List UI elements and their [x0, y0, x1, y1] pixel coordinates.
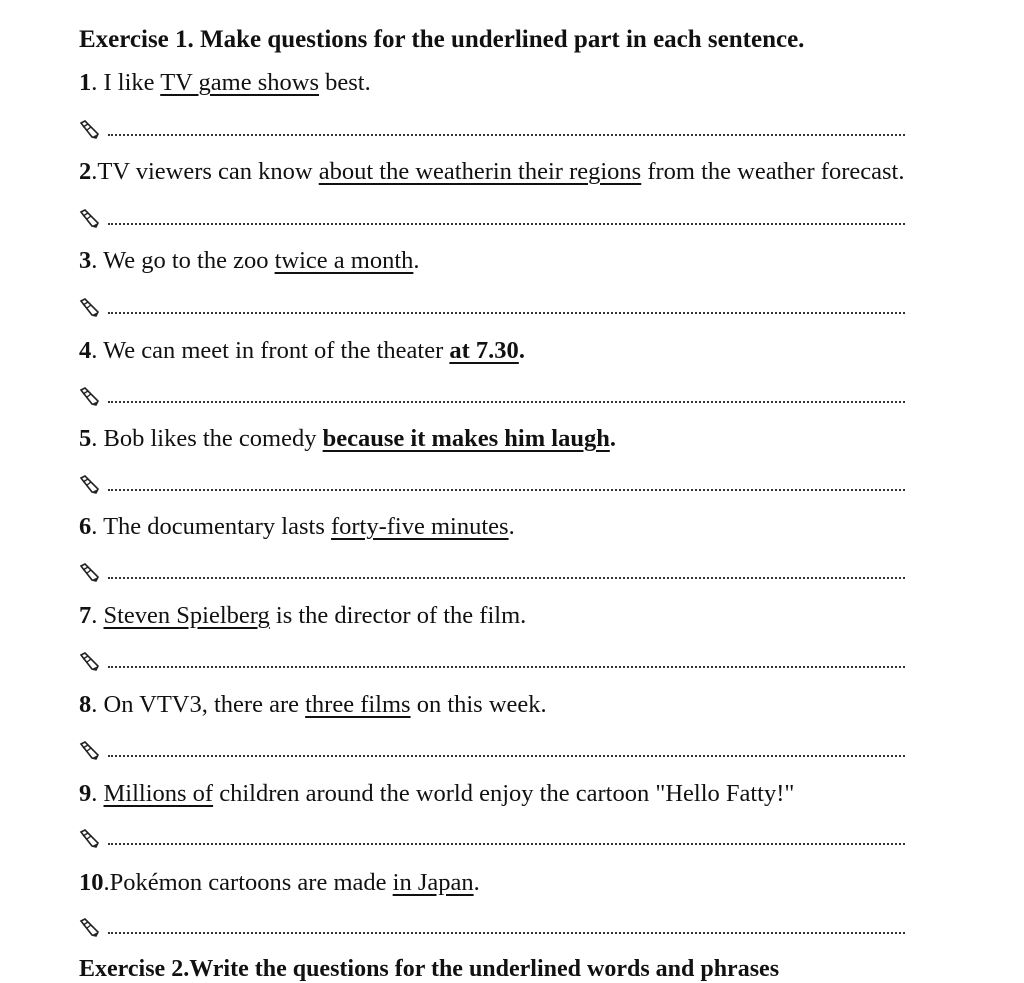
question-9 — [79, 779, 794, 809]
answer-dotted-line[interactable] — [108, 401, 905, 403]
answer-dotted-line[interactable] — [108, 312, 905, 314]
question-text-after: best. — [319, 69, 371, 96]
question-text-after: on this week. — [410, 691, 547, 718]
question-5 — [79, 424, 616, 454]
answer-line-4[interactable] — [79, 387, 905, 407]
question-number: 7 — [79, 602, 92, 629]
question-text-before: I like — [103, 69, 161, 96]
question-text-after: . — [473, 869, 480, 896]
next-exercise-heading: Exercise 2.Write the questions for the underlined words and phrases — [79, 956, 780, 982]
question-number: 9 — [79, 780, 92, 807]
answer-line-9[interactable] — [79, 829, 905, 849]
underlined-part: in Japan — [392, 869, 474, 896]
pencil-icon — [79, 475, 101, 495]
question-text-after: . — [508, 513, 515, 540]
question-number: 3 — [79, 247, 92, 274]
question-6 — [79, 512, 515, 542]
underlined-part: because it makes him laugh — [322, 425, 610, 452]
question-text-after: from the weather forecast. — [641, 158, 905, 185]
answer-line-8[interactable] — [79, 741, 905, 761]
question-number: 8 — [79, 691, 92, 718]
question-separator: . — [91, 337, 104, 364]
question-text-before: We can meet in front of the theater — [103, 337, 450, 364]
question-separator: . — [91, 691, 104, 718]
answer-line-7[interactable] — [79, 652, 905, 672]
answer-dotted-line[interactable] — [108, 134, 905, 136]
underlined-part: at 7.30 — [449, 337, 519, 364]
question-separator: . — [91, 513, 104, 540]
pencil-icon — [79, 918, 101, 938]
question-number: 4 — [79, 337, 92, 364]
pencil-icon — [79, 387, 101, 407]
question-10 — [79, 868, 480, 898]
question-text-after: . — [413, 247, 420, 274]
pencil-icon — [79, 652, 101, 672]
underlined-part: Millions of — [103, 780, 214, 807]
question-text-after: . — [518, 337, 525, 364]
pencil-icon — [79, 209, 101, 229]
question-separator: . — [91, 780, 104, 807]
answer-dotted-line[interactable] — [108, 843, 905, 845]
answer-line-2[interactable] — [79, 209, 905, 229]
pencil-icon — [79, 120, 101, 140]
question-3 — [79, 246, 420, 276]
answer-dotted-line[interactable] — [108, 577, 905, 579]
underlined-part: about the weatherin their regions — [318, 158, 642, 185]
question-number: 6 — [79, 513, 92, 540]
answer-line-3[interactable] — [79, 298, 905, 318]
answer-dotted-line[interactable] — [108, 666, 905, 668]
question-7 — [79, 601, 526, 631]
question-separator: . — [91, 158, 98, 185]
answer-line-1[interactable] — [79, 120, 905, 140]
underlined-part: three films — [305, 691, 411, 718]
question-text-after: children around the world enjoy the cartoon "Hello Fatty!" — [213, 780, 795, 807]
question-2 — [79, 157, 904, 187]
pencil-icon — [79, 298, 101, 318]
question-number: 10 — [79, 869, 104, 896]
answer-line-10[interactable] — [79, 918, 905, 938]
question-text-before: The documentary lasts — [103, 513, 331, 540]
question-separator: . — [91, 69, 104, 96]
underlined-part: TV game shows — [160, 69, 320, 96]
pencil-icon — [79, 741, 101, 761]
question-text-after: is the director of the film. — [269, 602, 527, 629]
answer-dotted-line[interactable] — [108, 932, 905, 934]
question-text-before: We go to the zoo — [103, 247, 275, 274]
question-separator: . — [91, 425, 104, 452]
answer-dotted-line[interactable] — [108, 755, 905, 757]
pencil-icon — [79, 563, 101, 583]
question-number: 5 — [79, 425, 92, 452]
underlined-part: twice a month — [274, 247, 414, 274]
question-4 — [79, 336, 525, 366]
question-1 — [79, 68, 371, 98]
question-number: 1 — [79, 69, 92, 96]
question-separator: . — [91, 602, 104, 629]
pencil-icon — [79, 829, 101, 849]
question-number: 2 — [79, 158, 92, 185]
answer-dotted-line[interactable] — [108, 223, 905, 225]
question-separator: . — [91, 247, 104, 274]
answer-dotted-line[interactable] — [108, 489, 905, 491]
underlined-part: Steven Spielberg — [103, 602, 270, 629]
question-text-before: TV viewers can know — [97, 158, 319, 185]
answer-line-5[interactable] — [79, 475, 905, 495]
question-text-before: Bob likes the comedy — [103, 425, 323, 452]
question-text-before: On VTV3, there are — [103, 691, 306, 718]
question-separator: . — [103, 869, 110, 896]
question-text-before: Pokémon cartoons are made — [109, 869, 393, 896]
question-text-after: . — [609, 425, 616, 452]
exercise-title: Exercise 1. Make questions for the underlined part in each sentence. — [79, 26, 805, 53]
answer-line-6[interactable] — [79, 563, 905, 583]
underlined-part: forty-five minutes — [330, 513, 509, 540]
question-8 — [79, 690, 547, 720]
